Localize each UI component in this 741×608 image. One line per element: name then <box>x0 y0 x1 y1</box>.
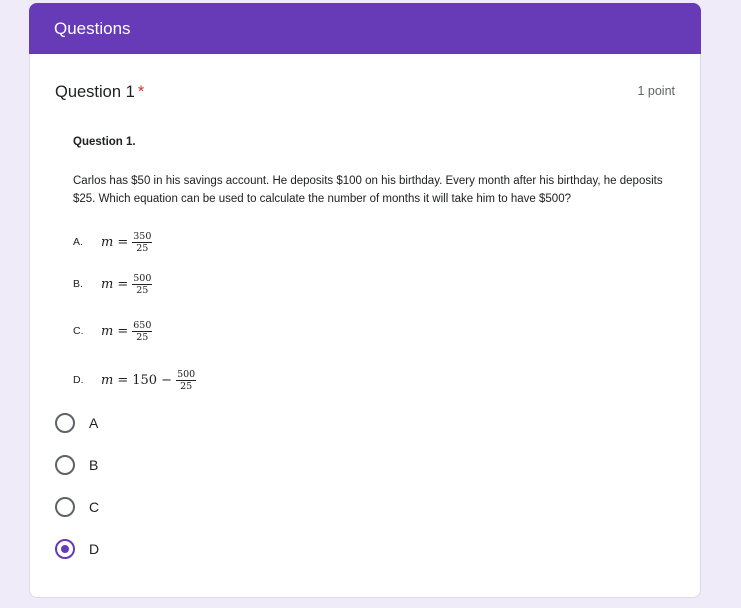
choice-label: A <box>89 415 99 431</box>
math-equals: = <box>117 234 129 250</box>
math-prefix: 150 − <box>132 372 173 388</box>
math-variable: m <box>101 372 114 388</box>
points-label: 1 point <box>637 84 675 98</box>
question-image-heading: Question 1. <box>73 136 136 148</box>
question-card <box>29 54 701 598</box>
fraction-numerator: 650 <box>133 319 152 331</box>
math-equals: = <box>117 372 129 388</box>
fraction-numerator: 500 <box>133 272 152 284</box>
required-marker: * <box>137 83 145 101</box>
image-option-letter: A. <box>73 236 83 248</box>
choice-c[interactable] <box>55 497 99 517</box>
math-fraction <box>132 273 152 296</box>
section-title: Questions <box>54 18 131 38</box>
math-fraction <box>176 369 196 392</box>
fraction-denominator: 25 <box>136 242 149 254</box>
math-equals: = <box>117 276 129 292</box>
image-option-b <box>73 267 152 301</box>
radio-button-checked[interactable] <box>55 539 75 559</box>
math-fraction <box>132 320 152 343</box>
fraction-denominator: 25 <box>180 380 193 392</box>
image-option-letter: D. <box>73 374 84 386</box>
question-image <box>73 132 673 398</box>
choice-label: B <box>89 457 99 473</box>
fraction-numerator: 350 <box>133 230 152 242</box>
radio-button[interactable] <box>55 413 75 433</box>
image-option-d <box>73 363 196 397</box>
math-variable: m <box>101 323 114 339</box>
fraction-denominator: 25 <box>136 284 149 296</box>
question-title <box>55 83 144 102</box>
image-option-c <box>73 314 152 348</box>
choice-b[interactable] <box>55 455 98 475</box>
math-variable: m <box>101 234 114 250</box>
math-fraction <box>132 231 152 254</box>
question-image-text: Carlos has $50 in his savings account. He deposits $100 on his birthday. Every month after his birthday, he deposits $25. Which equation can be used to calculate the number of months it will take him to have $500? <box>73 175 663 205</box>
image-option-a <box>73 225 152 259</box>
section-header <box>29 3 701 54</box>
question-title-text: Question 1 <box>55 83 135 101</box>
image-option-letter: B. <box>73 278 83 290</box>
math-variable: m <box>101 276 114 292</box>
radio-button[interactable] <box>55 497 75 517</box>
choice-d[interactable] <box>55 539 99 559</box>
math-equals: = <box>117 323 129 339</box>
fraction-numerator: 500 <box>177 368 196 380</box>
fraction-denominator: 25 <box>136 331 149 343</box>
radio-button[interactable] <box>55 455 75 475</box>
choice-a[interactable] <box>55 413 98 433</box>
choice-label: D <box>89 541 100 557</box>
choice-label: C <box>89 499 100 515</box>
image-option-letter: C. <box>73 325 84 337</box>
